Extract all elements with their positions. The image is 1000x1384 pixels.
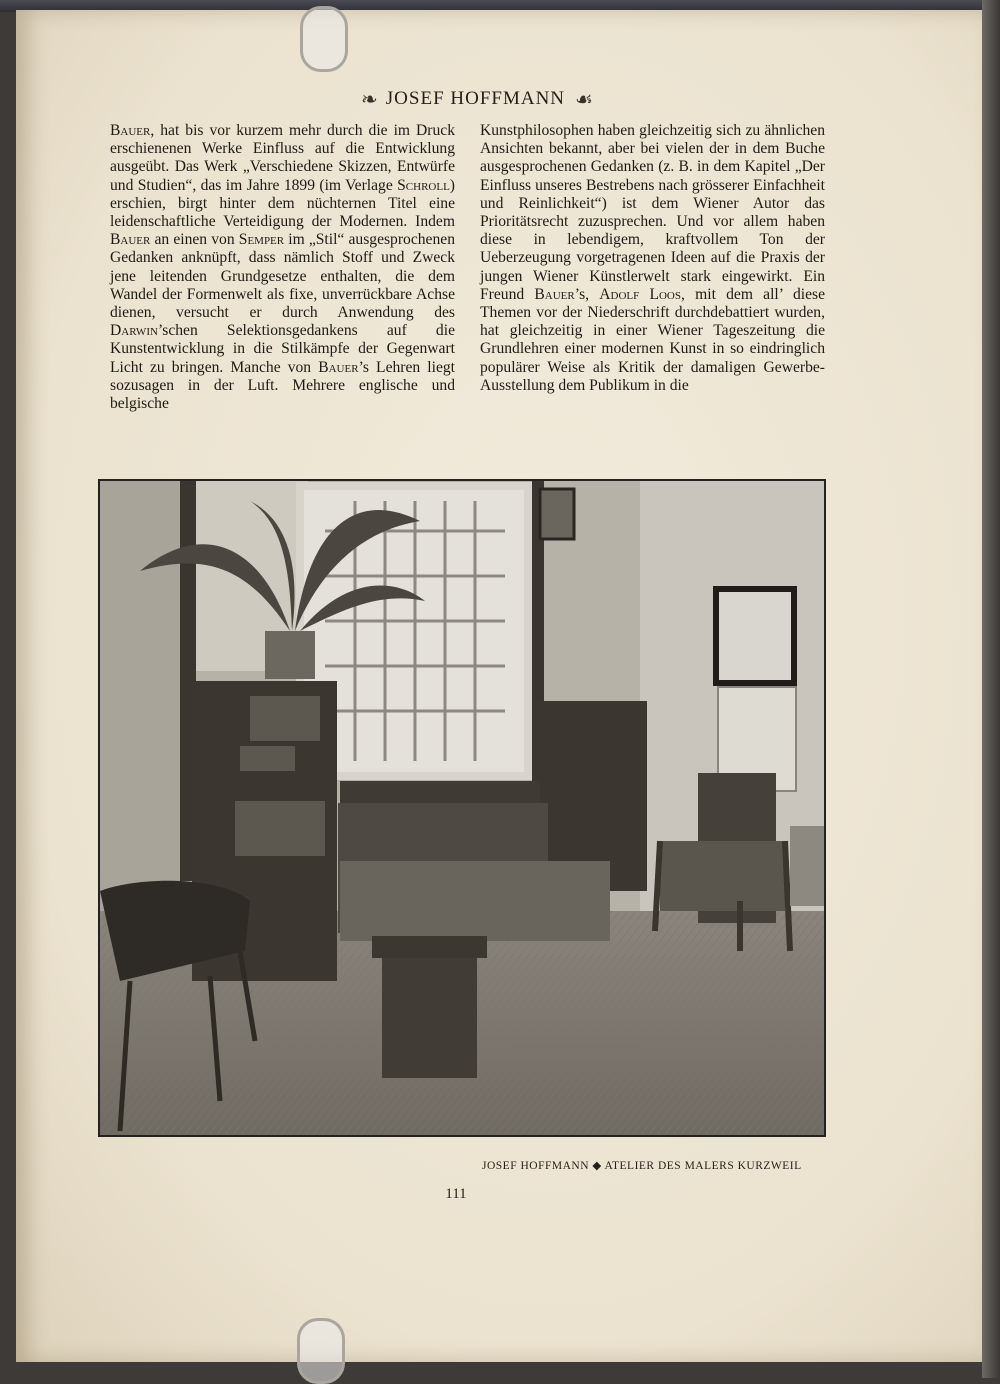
text-column-right <box>480 122 825 395</box>
text-run: ’s, <box>574 285 600 303</box>
text-run: ’schen Selektionsgedankens auf die Kunstentwicklung in die Stilkämpfe der Gegenwart Licht zu bringen. Manche von <box>110 322 455 376</box>
settee-cushion <box>340 861 610 941</box>
text-run: Bauer <box>318 358 359 376</box>
armchair-seat <box>660 841 785 911</box>
text-run: ) erschien, birgt hinter dem nüchternen Titel eine leidenschaftliche Verteidigung der Modernen. Indem <box>110 176 455 231</box>
photo-illustration <box>100 481 824 1135</box>
page-clip-top <box>300 6 348 72</box>
stool-base <box>382 958 477 1078</box>
interior-photograph <box>98 479 826 1137</box>
text-column-left <box>110 122 455 413</box>
text-run: Schroll <box>397 176 450 194</box>
text-run: , hat bis vor kurzem mehr durch die im Druck erschienenen Werke Einfluss auf die Entwicklung ausgeübt. Das Werk „Verschiedene Skizzen, Entwürfe und Studien“, das im Jahre 1899 (im Verlage <box>110 122 455 194</box>
text-run: , mit dem all’ diese Themen vor der Niederschrift durchdebattiert wurden, hat gleichzeitig in einer Wiener Tageszeitung die Grundlehren einer modernen Kunst in so eindringlich populärer Weise als Kritik der damaligen Gewerbe-Ausstellung dem Publikum in die <box>480 285 826 394</box>
side-object <box>790 826 824 906</box>
text-run: im „Stil“ ausgesprochenen Gedanken anknüpft, dass nämlich Stoff und Zweck jene leitenden Grundgesetze enthalten, die dem Wandel der Formenwelt als fixe, unverrückbare Achse dienen, versucht er durch Anwendung des <box>110 231 455 322</box>
text-run: Bauer <box>534 285 575 303</box>
paragraph-right <box>480 122 825 395</box>
text-run: Semper <box>238 231 285 249</box>
page-number: 111 <box>445 1186 467 1202</box>
framed-portrait <box>716 589 794 683</box>
paragraph-left <box>110 122 455 413</box>
text-run: Kunstphilosophen haben gleichzeitig sich zu ähnlichen Ansichten bekannt, aber bei vielen der in dem Buche ausgesprochenen Gedanken (z. B. in dem Kapitel „Der Einfluss unseres Bestrebens nach grösserer Einfachheit und Reinlichkeit“) ist dem Wiener Autor das Prioritätsrecht zuzusprechen. Und vor allem haben diese in lebendigem, kraftvollem Ton der Ueberzeugung vorgetragenen Ideen auf die Praxis der jungen Wiener Künstlerwelt stark eingewirkt. Ein Freund <box>480 122 825 303</box>
text-run: Adolf Loos <box>599 285 681 303</box>
page-clip-bottom <box>297 1318 345 1384</box>
stool-top <box>372 936 487 958</box>
figure-caption: JOSEF HOFFMANN ◆ ATELIER DES MALERS KURZWEIL <box>482 1160 802 1172</box>
text-run: Bauer <box>110 122 151 139</box>
book-edge-right <box>982 0 1000 1378</box>
window-sill <box>340 781 540 803</box>
text-run: an einen von <box>150 231 239 249</box>
running-title: JOSEF HOFFMANN <box>385 88 566 109</box>
small-portrait <box>540 489 574 539</box>
text-run: ’s Lehren liegt sozusagen in der Luft. Mehrere englische und belgische <box>110 358 456 413</box>
plant-pot <box>265 631 315 679</box>
text-run: Bauer <box>110 231 151 249</box>
ornament-right-icon: ☙ <box>575 87 591 111</box>
text-run: Darwin <box>110 322 158 340</box>
ornament-left-icon: ❧ <box>361 87 376 111</box>
running-header <box>296 84 656 114</box>
